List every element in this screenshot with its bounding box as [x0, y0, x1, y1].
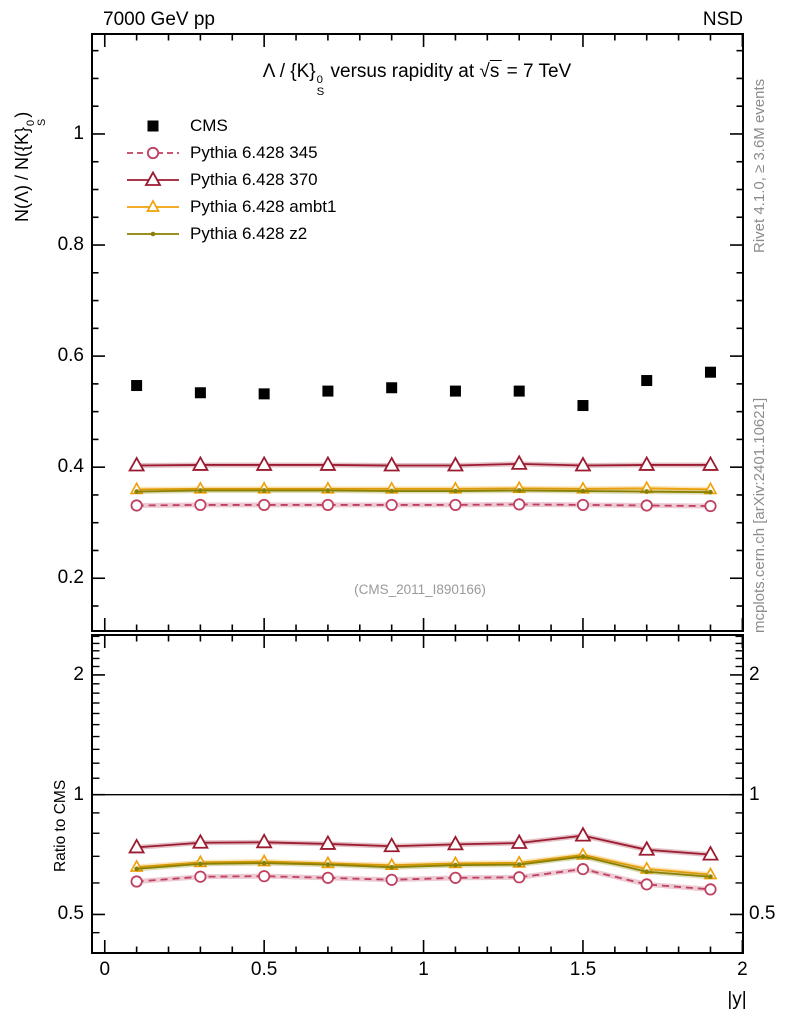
main-y-tick-label: 1	[73, 122, 84, 144]
circle-marker-icon	[126, 144, 180, 162]
ratio-series-2	[130, 828, 718, 859]
beam-label: 7000 GeV pp	[103, 9, 215, 30]
main-y-tick-label: 0.8	[57, 234, 84, 256]
triangle-small-marker-icon	[126, 198, 180, 216]
legend-item	[126, 220, 336, 247]
title-observable: Λ / {K}	[262, 61, 316, 82]
sqrt-s: √s	[479, 61, 500, 82]
ratio-y-tick-label-left: 1	[73, 783, 84, 805]
square-marker-icon	[126, 117, 180, 135]
mcplots-arxiv-note: mcplots.cern.ch [arXiv:2401.10621]	[751, 397, 768, 633]
main-y-tick-label: 0.2	[57, 567, 84, 589]
main-series-4	[134, 488, 712, 494]
x-tick-label: 0	[99, 959, 111, 980]
main-series-1	[131, 499, 715, 511]
x-axis-title: |y|	[727, 989, 747, 1010]
legend-label: Pythia 6.428 z2	[190, 223, 308, 243]
title-supsub: 0 S	[316, 74, 325, 99]
legend-item	[126, 112, 336, 139]
legend-label: Pythia 6.428 ambt1	[190, 196, 337, 216]
rivet-version-note: Rivet 4.1.0, ≥ 3.6M events	[751, 78, 768, 253]
dot-marker-icon	[126, 225, 180, 243]
x-tick-label: 1.5	[569, 959, 597, 980]
legend-item	[126, 166, 336, 193]
title-energy: = 7 TeV	[501, 61, 572, 82]
main-y-tick-label: 0.4	[57, 456, 84, 478]
main-y-tick-label: 0.6	[57, 345, 84, 367]
plot-title	[263, 60, 571, 99]
legend	[126, 112, 336, 247]
x-tick-label: 1	[418, 959, 429, 980]
main-series-0	[131, 367, 716, 411]
analysis-id-watermark: (CMS_2011_I890166)	[354, 582, 486, 597]
ratio-y-tick-label-right: 0.5	[749, 903, 776, 925]
legend-label: Pythia 6.428 345	[190, 142, 318, 162]
ratio-y-tick-label-left: 2	[73, 663, 84, 685]
ratio-y-tick-label-right: 2	[749, 663, 760, 685]
legend-label: CMS	[190, 115, 228, 135]
ratio-y-tick-label-left: 0.5	[57, 903, 84, 925]
triangle-marker-icon	[126, 171, 180, 189]
event-class-label: NSD	[702, 9, 743, 30]
main-series-2	[130, 456, 718, 470]
ratio-y-tick-label-right: 1	[749, 783, 760, 805]
title-mid: versus rapidity at	[325, 61, 480, 82]
legend-item	[126, 139, 336, 166]
ratio-axis-title: Ratio to CMS	[52, 779, 69, 872]
legend-label: Pythia 6.428 370	[190, 169, 318, 189]
x-tick-label: 2	[737, 959, 748, 980]
y-axis-title: N(Λ) / N({K} 0 S )	[12, 111, 49, 222]
x-tick-label: 0.5	[250, 959, 278, 980]
legend-item	[126, 193, 336, 220]
